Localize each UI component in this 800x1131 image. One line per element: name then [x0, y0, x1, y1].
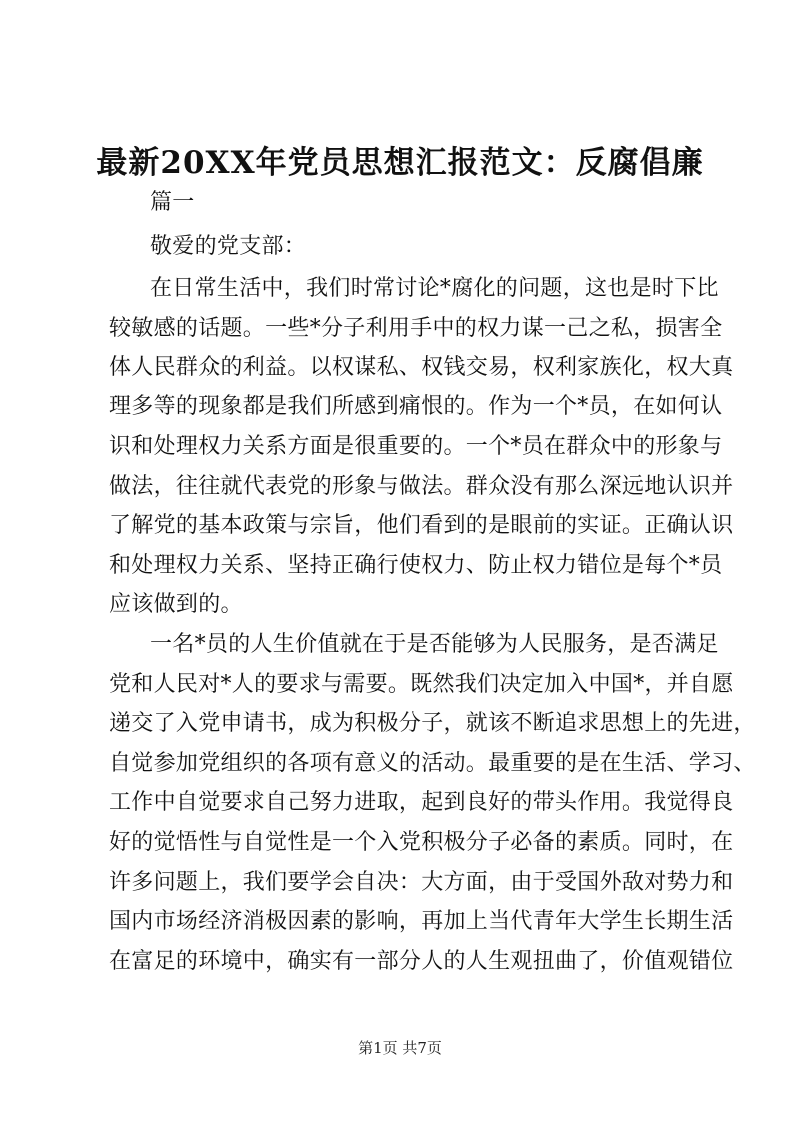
paragraph-line: 做法，往往就代表党的形象与做法。群众没有那么深远地认识并 — [109, 474, 734, 499]
paragraph-line: 识和处理权力关系方面是很重要的。一个*员在群众中的形象与 — [109, 434, 723, 459]
paragraph-line: 国内市场经济消极因素的影响，再加上当代青年大学生长期生活 — [109, 909, 734, 934]
paragraph-line: 体人民群众的利益。以权谋私、权钱交易，权利家族化，权大真 — [109, 355, 734, 380]
paragraph-line: 和处理权力关系、坚持正确行使权力、防止权力错位是每个*员 — [109, 553, 723, 578]
salutation: 敬爱的党支部： — [150, 234, 307, 259]
paragraph-line: 自觉参加党组织的各项有意义的活动。最重要的是在生活、学习、 — [109, 751, 756, 776]
paragraph-line: 在富足的环境中，确实有一部分人的人生观扭曲了，价值观错位 — [109, 949, 734, 974]
paragraph-line: 一名*员的人生价值就在于是否能够为人民服务，是否满足 — [150, 632, 719, 657]
paragraph-line: 理多等的现象都是我们所感到痛恨的。作为一个*员，在如何认 — [109, 394, 723, 419]
document-title: 最新20XX年党员思想汇报范文：反腐倡廉 — [96, 145, 704, 181]
paragraph-line: 了解党的基本政策与宗旨，他们看到的是眼前的实证。正确认识 — [109, 513, 734, 538]
paragraph-line: 党和人民对*人的要求与需要。既然我们决定加入中国*，并自愿 — [109, 672, 734, 697]
paragraph-line: 在日常生活中，我们时常讨论*腐化的问题，这也是时下比 — [150, 276, 719, 301]
paragraph-line: 许多问题上，我们要学会自决：大方面，由于受国外敌对势力和 — [109, 870, 734, 895]
paragraph-line: 工作中自觉要求自己努力进取，起到良好的带头作用。我觉得良 — [109, 790, 734, 815]
paragraph-line: 较敏感的话题。一些*分子利用手中的权力谋一己之私，损害全 — [109, 316, 723, 341]
section-label: 篇一 — [150, 190, 195, 215]
paragraph-line: 应该做到的。 — [109, 592, 243, 617]
paragraph-line: 递交了入党申请书，成为积极分子，就该不断追求思想上的先进， — [109, 711, 756, 736]
paragraph-line: 好的觉悟性与自觉性是一个入党积极分子必备的素质。同时，在 — [109, 830, 734, 855]
page-number-footer: 第1页 共7页 — [358, 1039, 442, 1057]
